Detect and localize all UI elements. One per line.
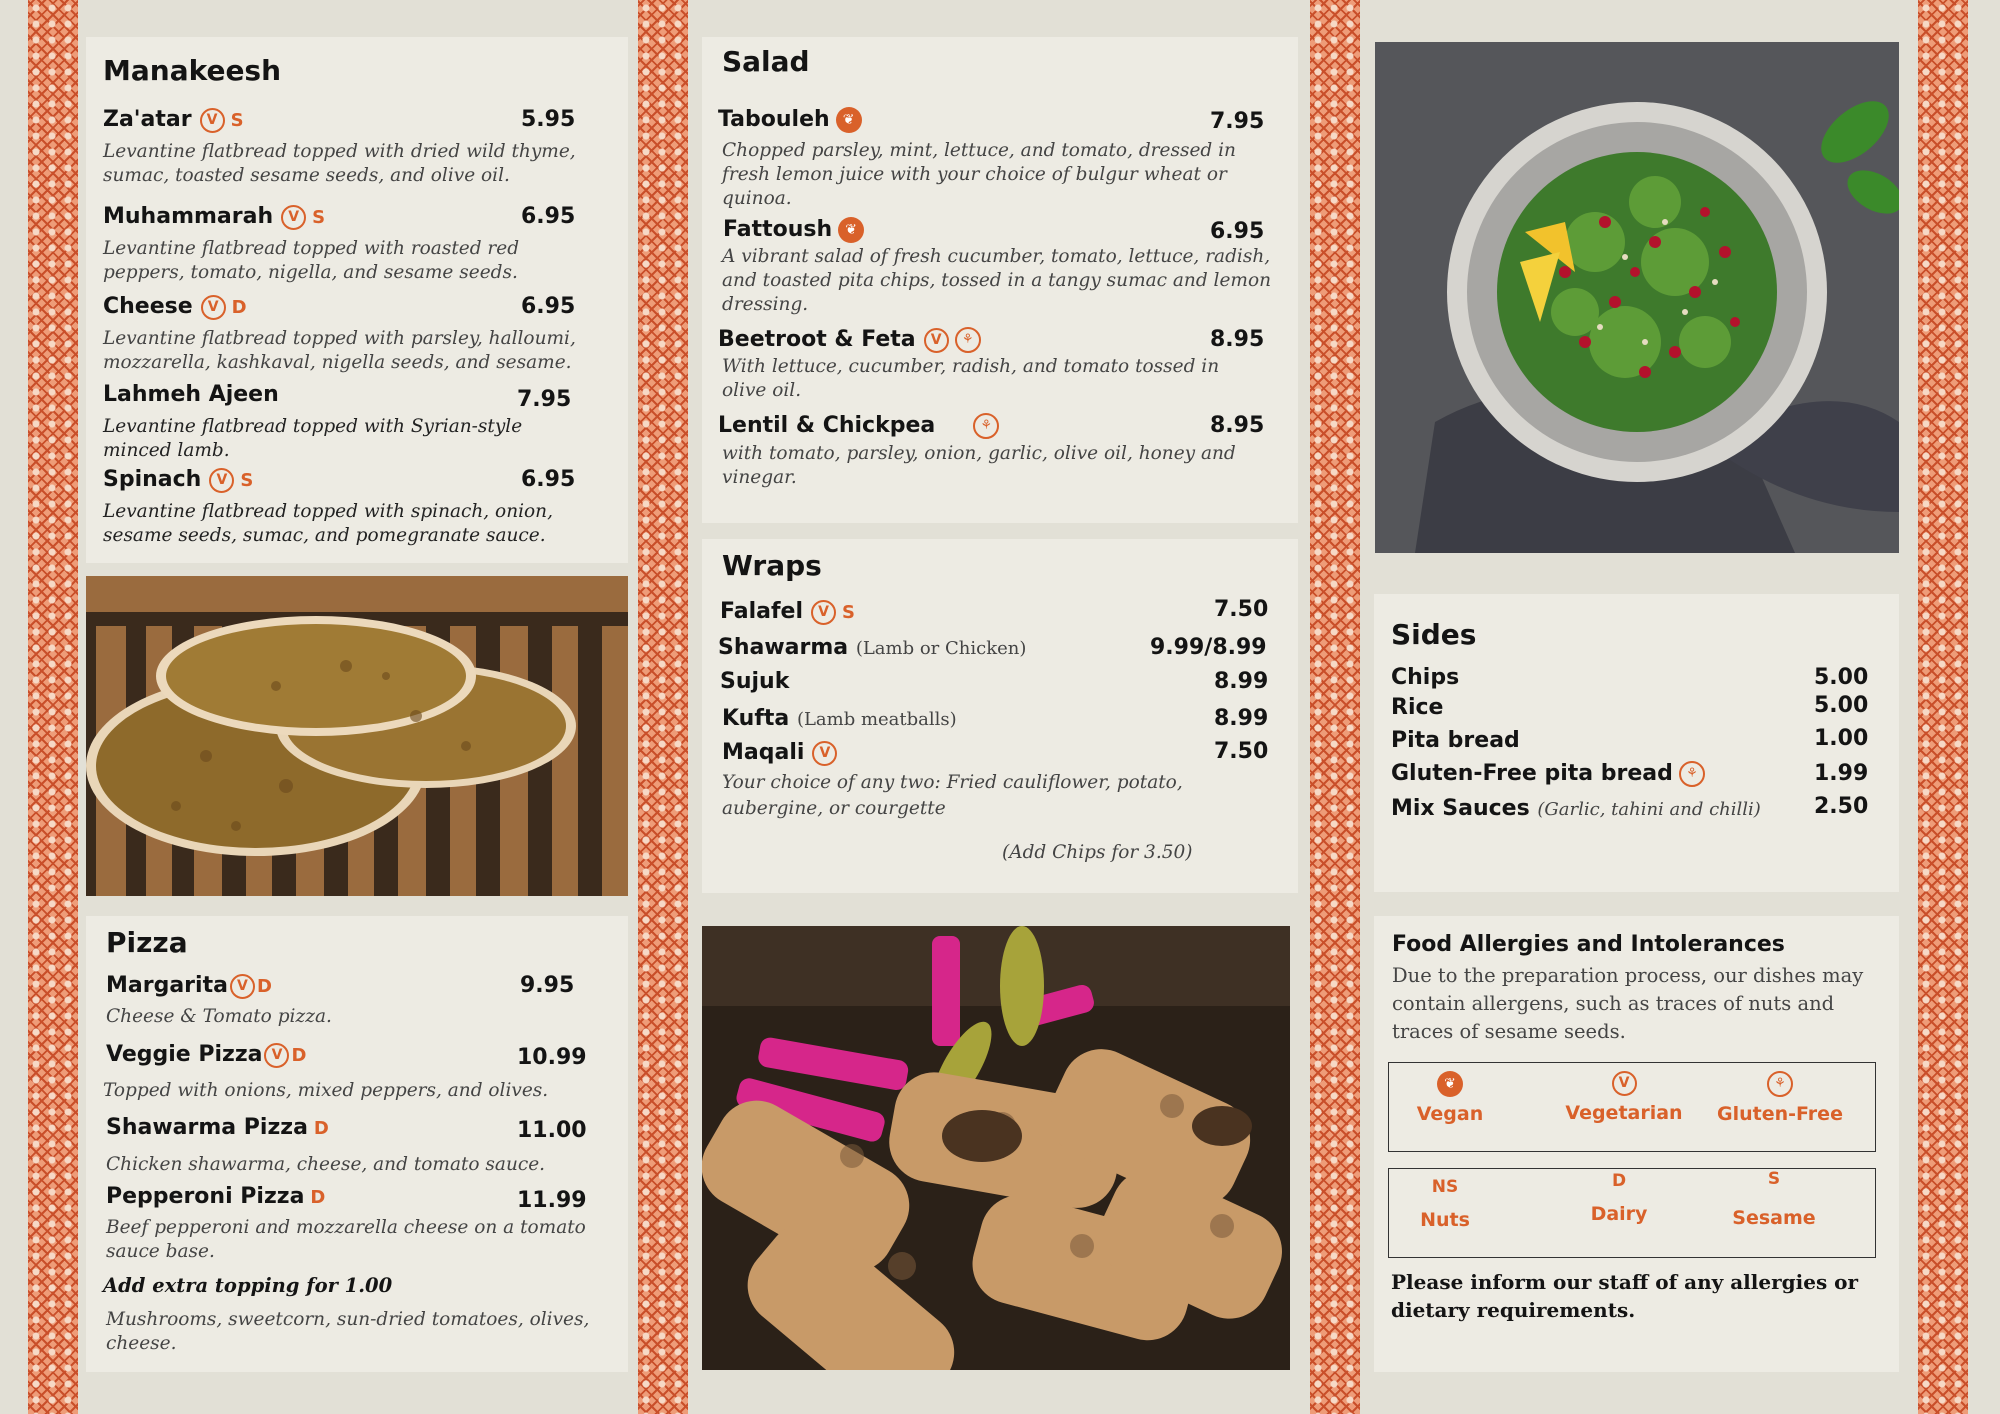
menu-item-shawarma — [718, 635, 1026, 660]
item-name: Shawarma Pizza — [106, 1115, 308, 1140]
vegetarian-icon: V — [209, 468, 234, 493]
menu-item-beetroot-feta — [718, 327, 981, 353]
menu-item-spinach — [103, 467, 253, 493]
menu-item-pepperoni-pizza — [106, 1184, 325, 1209]
item-note: (Lamb or Chicken) — [855, 638, 1027, 659]
legend-code: D — [1611, 1171, 1627, 1191]
menu-item-rice: Rice — [1391, 695, 1444, 720]
menu-item-tabouleh — [718, 107, 862, 133]
allergy-inform-note: Please inform our staff of any allergies or dietary requirements. — [1391, 1270, 1859, 1322]
allergies-body: Due to the preparation process, our dishes may contain allergens, such as traces of nuts and traces of sesame seeds. — [1392, 964, 1864, 1043]
decorative-border-col2 — [1310, 0, 1360, 1414]
item-name: Falafel — [720, 599, 804, 624]
item-price: 10.99 — [517, 1045, 587, 1070]
pizza-panel — [86, 916, 628, 1372]
menu-item-lentil-chickpea — [718, 413, 999, 439]
menu-item-chips: Chips — [1391, 665, 1460, 690]
item-name: Lentil & Chickpea — [718, 413, 936, 438]
salad-title: Salad — [722, 45, 810, 78]
item-price: 8.99 — [1214, 706, 1269, 731]
allergen-tag: D — [231, 296, 247, 318]
decorative-border-right — [1918, 0, 1968, 1414]
item-price: 5.00 — [1814, 693, 1869, 718]
vegetarian-icon: V — [812, 741, 837, 766]
gluten-free-icon: ⚘ — [1679, 761, 1705, 787]
item-name: Shawarma — [718, 635, 849, 660]
gluten-free-icon: ⚘ — [955, 327, 981, 353]
legend-sesame — [1709, 1169, 1839, 1229]
item-price: 6.95 — [521, 467, 576, 492]
item-description: A vibrant salad of fresh cucumber, tomato, lettuce, radish, and toasted pita chips, tossed in a tangy sumac and lemon dressing. — [722, 246, 1272, 315]
vegetarian-icon: V — [811, 600, 836, 625]
decorative-border-left — [28, 0, 78, 1414]
vegetarian-icon: V — [201, 295, 226, 320]
tabouleh-photo — [1375, 42, 1899, 553]
item-description: Your choice of any two: Fried cauliflower, potato, aubergine, or courgette — [722, 772, 1183, 819]
allergen-tag: S — [240, 469, 254, 491]
menu-item-muhammarah — [103, 204, 325, 230]
legend-label: Nuts — [1420, 1209, 1470, 1231]
allergen-tag: S — [312, 206, 326, 228]
legend-label: Vegetarian — [1565, 1102, 1683, 1124]
menu-item-mix-sauces — [1391, 796, 1761, 821]
item-price: 7.95 — [1210, 109, 1265, 134]
item-description: Cheese & Tomato pizza. — [106, 1006, 332, 1027]
menu-item-pita-bread: Pita bread — [1391, 728, 1520, 753]
vegetarian-icon: V — [230, 974, 255, 999]
allergies-panel — [1374, 916, 1899, 1372]
allergen-tag: S — [842, 601, 855, 623]
menu-item-maqali — [722, 740, 837, 766]
item-description: Levantine flatbread topped with dried wild thyme, sumac, toasted sesame seeds, and olive oil. — [103, 141, 576, 186]
extra-topping-label: Add extra topping for 1.00 — [103, 1274, 393, 1297]
item-description: Levantine flatbread topped with roasted red peppers, tomato, nigella, and sesame seeds. — [103, 238, 520, 283]
vegetarian-icon: V — [281, 205, 306, 230]
item-note: (Garlic, tahini and chilli) — [1537, 799, 1761, 820]
item-price: 1.00 — [1814, 726, 1869, 751]
pizza-title: Pizza — [106, 926, 188, 959]
item-description: Chopped parsley, mint, lettuce, and tomato, dressed in fresh lemon juice with your choice of bulgur wheat or quinoa. — [722, 140, 1236, 209]
legend-code: S — [1767, 1169, 1781, 1189]
item-price: 6.95 — [1210, 219, 1265, 244]
item-price: 1.99 — [1814, 761, 1869, 786]
menu-item-falafel — [720, 599, 855, 625]
item-name: Kufta — [722, 706, 790, 731]
allergen-tag: D — [291, 1044, 307, 1066]
item-price: 11.00 — [517, 1118, 587, 1143]
legend-label: Gluten-Free — [1717, 1103, 1843, 1125]
menu-item-veggie-pizza — [106, 1042, 306, 1068]
item-description: Beef pepperoni and mozzarella cheese on a tomato sauce base. — [106, 1217, 586, 1262]
wraps-panel — [702, 539, 1298, 893]
menu-item-zaatar — [103, 107, 244, 133]
item-description: Levantine flatbread topped with parsley, halloumi, mozzarella, kashkaval, nigella seeds, and sesame. — [103, 328, 576, 373]
menu-item-fattoush — [723, 217, 864, 243]
item-price: 5.95 — [521, 107, 576, 132]
item-name: Mix Sauces — [1391, 796, 1530, 821]
item-price: 7.50 — [1214, 739, 1269, 764]
wraps-photo — [702, 926, 1290, 1370]
item-name: Za'atar — [103, 107, 192, 132]
item-price: 8.95 — [1210, 327, 1265, 352]
decorative-border-col1 — [638, 0, 688, 1414]
item-name: Fattoush — [723, 217, 833, 242]
wraps-title: Wraps — [722, 549, 822, 582]
item-name: Lahmeh Ajeen — [103, 382, 279, 407]
item-description: Levantine flatbread topped with spinach, onion, sesame seeds, sumac, and pomegranate sauce. — [103, 501, 553, 546]
item-name: Sujuk — [720, 669, 790, 694]
vegetarian-icon: V — [200, 108, 225, 133]
menu-item-sujuk — [720, 669, 789, 694]
manakeesh-panel — [86, 37, 628, 563]
allergen-legend — [1388, 1168, 1876, 1258]
legend-gluten-free — [1705, 1071, 1855, 1125]
extra-topping-options: Mushrooms, sweetcorn, sun-dried tomatoes, olives, cheese. — [106, 1309, 590, 1354]
item-price: 8.95 — [1210, 413, 1265, 438]
allergen-tag: D — [256, 975, 272, 997]
v-icon: V — [1612, 1071, 1637, 1096]
item-name: Tabouleh — [718, 107, 830, 132]
legend-vegetarian — [1559, 1071, 1689, 1124]
item-note: (Lamb meatballs) — [796, 709, 957, 730]
legend-code: NS — [1431, 1177, 1459, 1197]
legend-nuts — [1395, 1177, 1495, 1231]
item-price: 7.50 — [1214, 597, 1269, 622]
item-price: 2.50 — [1814, 794, 1869, 819]
legend-label: Dairy — [1590, 1203, 1648, 1225]
item-name: Margarita — [106, 973, 228, 998]
wheat-icon: ⚘ — [1767, 1071, 1793, 1097]
allergen-tag: S — [230, 109, 244, 131]
menu-item-shawarma-pizza — [106, 1115, 329, 1140]
item-price: 6.95 — [521, 294, 576, 319]
vegan-icon: ❦ — [838, 217, 864, 243]
allergies-title: Food Allergies and Intolerances — [1392, 932, 1785, 957]
item-price: 7.95 — [517, 387, 572, 412]
vegetarian-icon: V — [264, 1043, 289, 1068]
menu-item-margarita — [106, 973, 272, 999]
item-name: Spinach — [103, 467, 202, 492]
item-price: 5.00 — [1814, 665, 1869, 690]
item-price: 11.99 — [517, 1188, 587, 1213]
menu-item-kufta — [722, 706, 957, 731]
manakeesh-title: Manakeesh — [103, 54, 282, 87]
item-name: Gluten-Free pita bread — [1391, 761, 1673, 786]
leaf-icon: ❦ — [1437, 1071, 1463, 1097]
vegan-icon: ❦ — [836, 107, 862, 133]
manakeesh-photo — [86, 576, 628, 896]
menu-item-cheese — [103, 294, 247, 320]
item-price: 9.99/8.99 — [1150, 635, 1267, 660]
item-description: Chicken shawarma, cheese, and tomato sauce. — [106, 1154, 546, 1175]
gluten-free-icon: ⚘ — [973, 413, 999, 439]
item-description: Levantine flatbread topped with Syrian-style minced lamb. — [103, 416, 523, 461]
item-name: Maqali — [722, 740, 805, 765]
sides-panel — [1374, 594, 1899, 892]
item-price: 8.99 — [1214, 669, 1269, 694]
vegetarian-icon: V — [924, 328, 949, 353]
item-description: With lettuce, cucumber, radish, and tomato tossed in olive oil. — [722, 356, 1220, 401]
allergen-tag: D — [313, 1117, 329, 1139]
allergen-tag: D — [310, 1186, 326, 1208]
legend-dairy — [1559, 1171, 1679, 1225]
sides-title: Sides — [1391, 618, 1477, 651]
salad-panel — [702, 37, 1298, 523]
item-name: Muhammarah — [103, 204, 274, 229]
diet-legend — [1388, 1062, 1876, 1152]
item-name: Veggie Pizza — [106, 1042, 263, 1067]
item-name: Cheese — [103, 294, 193, 319]
menu-item-gluten-free-pita — [1391, 761, 1705, 787]
menu-item-lahmeh-ajeen — [103, 382, 279, 407]
add-chips-note: (Add Chips for 3.50) — [1002, 842, 1193, 863]
item-price: 6.95 — [521, 204, 576, 229]
item-description: with tomato, parsley, onion, garlic, olive oil, honey and vinegar. — [722, 443, 1236, 488]
item-description: Topped with onions, mixed peppers, and olives. — [103, 1080, 549, 1101]
legend-vegan — [1395, 1071, 1505, 1125]
legend-label: Sesame — [1732, 1207, 1816, 1229]
item-name: Beetroot & Feta — [718, 327, 916, 352]
item-price: 9.95 — [520, 973, 575, 998]
item-name: Pepperoni Pizza — [106, 1184, 305, 1209]
legend-label: Vegan — [1416, 1103, 1484, 1125]
